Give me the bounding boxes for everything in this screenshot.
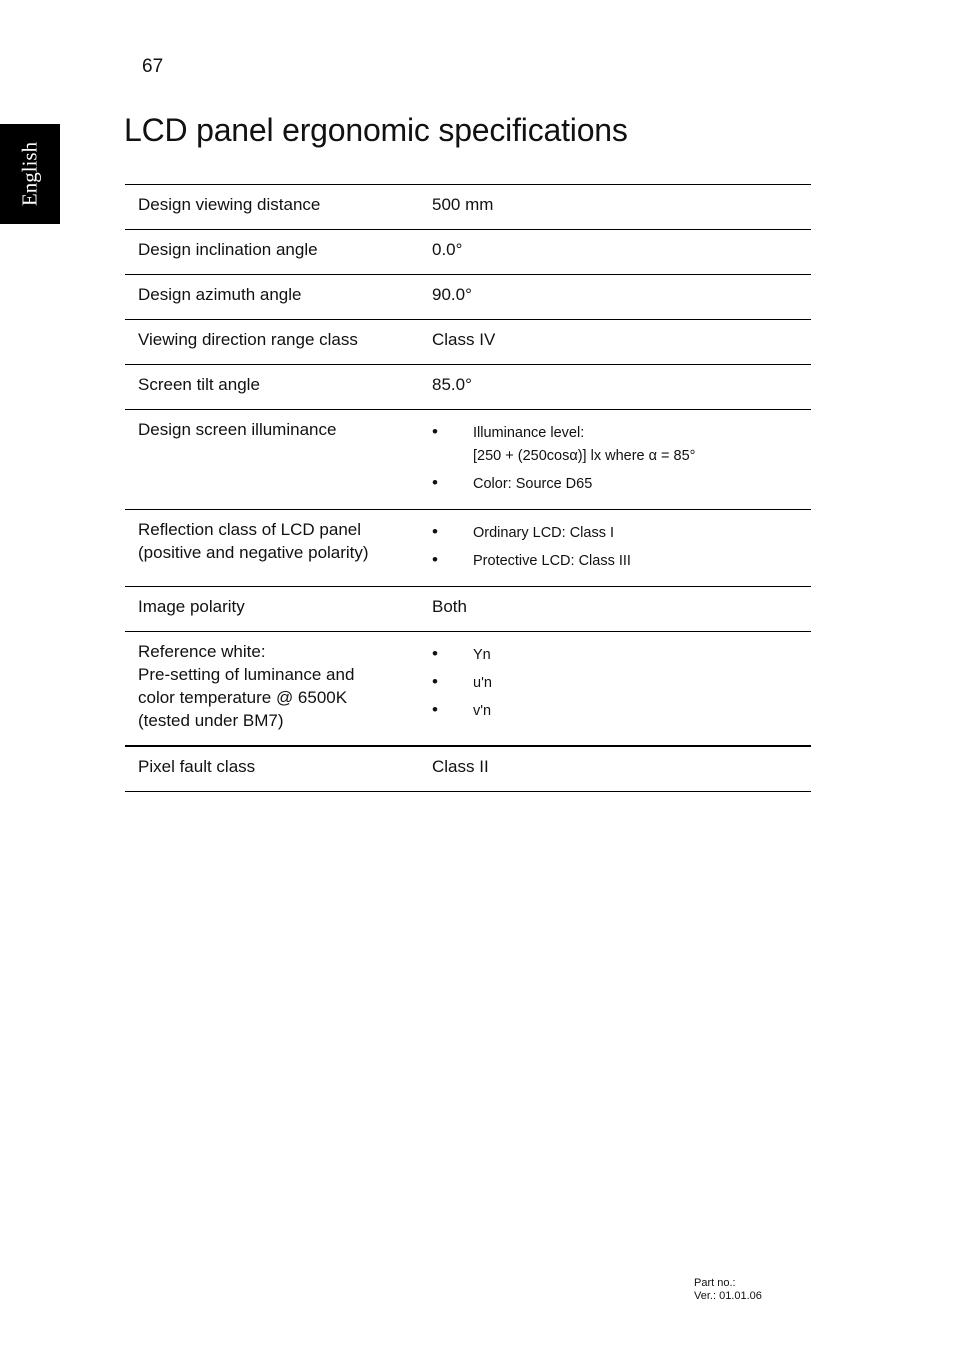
spec-value [428, 632, 811, 747]
bullet-text: • Illuminance level: [473, 425, 585, 441]
spec-label: Image polarity [125, 587, 428, 632]
spec-value: 0.0° [428, 230, 811, 275]
spec-label-line: (positive and negative polarity) [138, 543, 369, 562]
spec-value [428, 510, 811, 587]
spec-label: Design viewing distance [125, 185, 428, 230]
spec-label [125, 510, 428, 587]
spec-value: 85.0° [428, 365, 811, 410]
spec-label-line: Reference white: [138, 642, 266, 661]
list-item: • Protective LCD: Class III [432, 550, 811, 573]
bullet-list [432, 422, 811, 496]
page-number: 67 [142, 56, 164, 77]
spec-label-line: Pre-setting of luminance and [138, 665, 355, 684]
spec-label-line: Reflection class of LCD panel [138, 520, 362, 539]
language-tab [0, 124, 60, 224]
spec-label: Viewing direction range class [125, 320, 428, 365]
spec-value [428, 410, 811, 510]
spec-value: 500 mm [428, 185, 811, 230]
spec-label-line: (tested under BM7) [138, 711, 284, 730]
spec-value: 90.0° [428, 275, 811, 320]
version: Ver.: 01.01.06 [694, 1290, 762, 1302]
spec-value: Both [428, 587, 811, 632]
table-row [125, 587, 811, 632]
bullet-list [432, 522, 811, 573]
spec-label: Pixel fault class [125, 746, 428, 792]
list-item: • u'n [432, 672, 811, 695]
list-item [432, 422, 811, 468]
page-title: LCD panel ergonomic specifications [124, 112, 628, 148]
table-row [125, 320, 811, 365]
part-number: Part no.: [694, 1277, 736, 1289]
list-item [432, 473, 811, 496]
spec-label-line: color temperature @ 6500K [138, 688, 348, 707]
table-row [125, 275, 811, 320]
footer [694, 1277, 762, 1303]
table-row [125, 410, 811, 510]
spec-value: Class II [428, 746, 811, 792]
table-row [125, 365, 811, 410]
list-item: • v'n [432, 700, 811, 723]
table-row [125, 230, 811, 275]
list-item: • Ordinary LCD: Class I [432, 522, 811, 545]
language-tab-label: English [17, 141, 42, 207]
list-item: • Yn [432, 644, 811, 667]
spec-label: Design azimuth angle [125, 275, 428, 320]
spec-label [125, 632, 428, 747]
spec-value: Class IV [428, 320, 811, 365]
spec-label: Screen tilt angle [125, 365, 428, 410]
table-row [125, 510, 811, 587]
bullet-text: [250 + (250cosα)] lx where α = 85° [473, 448, 696, 464]
table-row [125, 746, 811, 792]
bullet-text: • Color: Source D65 [473, 476, 593, 492]
bullet-list [432, 644, 811, 723]
spec-label: Design inclination angle [125, 230, 428, 275]
spec-label: Design screen illuminance [125, 410, 428, 510]
spec-table [125, 184, 811, 792]
table-row [125, 632, 811, 747]
table-row [125, 185, 811, 230]
